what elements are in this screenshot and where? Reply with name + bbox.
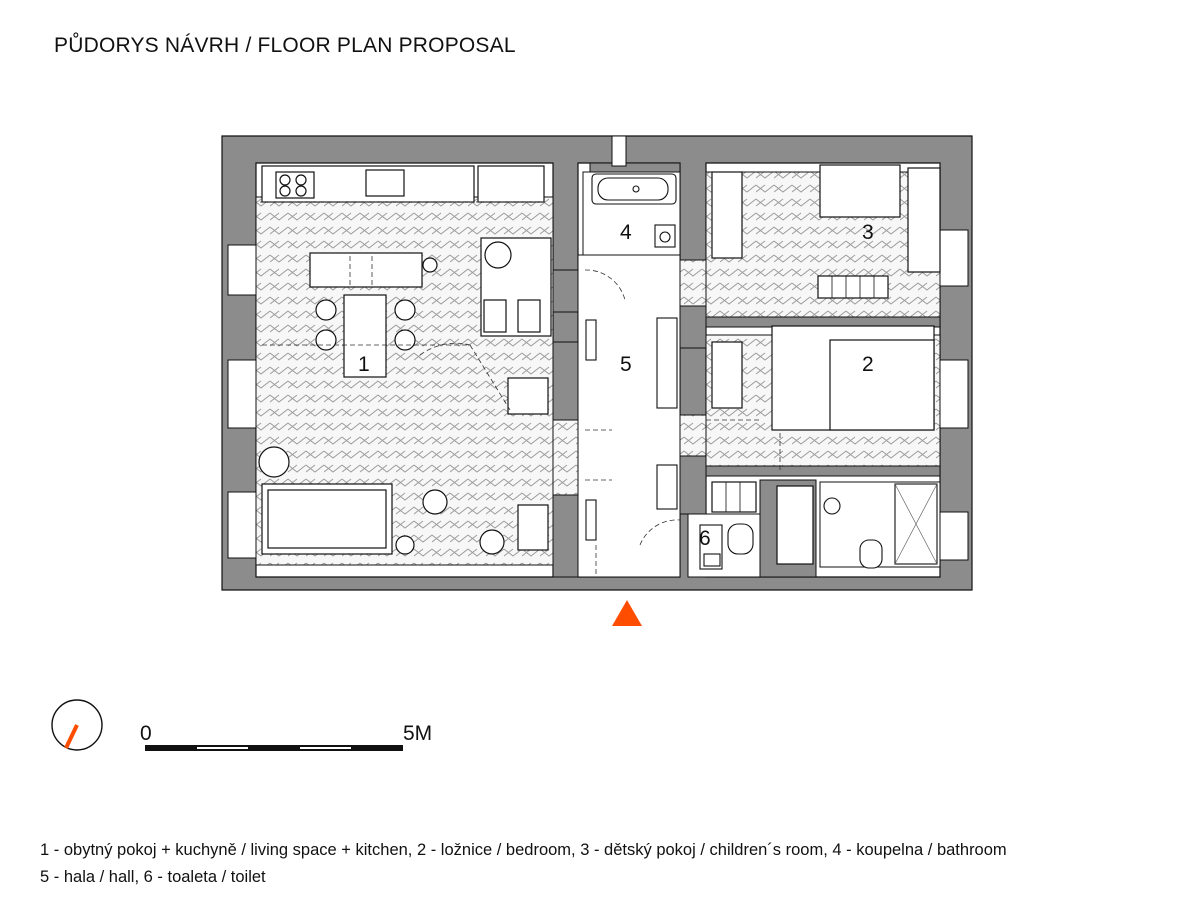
plan-title: PŮDORYS NÁVRH / FLOOR PLAN PROPOSAL: [54, 34, 516, 57]
room-label-3: 3: [862, 221, 874, 244]
room-label-1: 1: [358, 353, 370, 376]
scale-bar: [145, 745, 403, 751]
north-compass-icon: [52, 700, 102, 750]
hall-passage-right: [680, 260, 706, 306]
room-label-4: 4: [620, 221, 632, 244]
entrance-arrow-icon: [612, 600, 642, 626]
room-label-2: 2: [862, 353, 874, 376]
legend-line-2: 5 - hala / hall, 6 - toaleta / toilet: [40, 868, 266, 886]
scale-start-label: 0: [140, 722, 152, 745]
legend: [40, 837, 1007, 891]
room-label-5: 5: [620, 353, 632, 376]
hall-passage-left: [553, 420, 578, 495]
legend-line-1: 1 - obytný pokoj + kuchyně / living space + kitchen, 2 - ložnice / bedroom, 3 - dětský pokoj / children´s room, 4 - koupelna / bathroom: [40, 841, 1007, 859]
scale-end-label: 5M: [403, 722, 433, 745]
hall-passage-right-2: [680, 415, 706, 456]
room-label-6: 6: [699, 527, 711, 550]
